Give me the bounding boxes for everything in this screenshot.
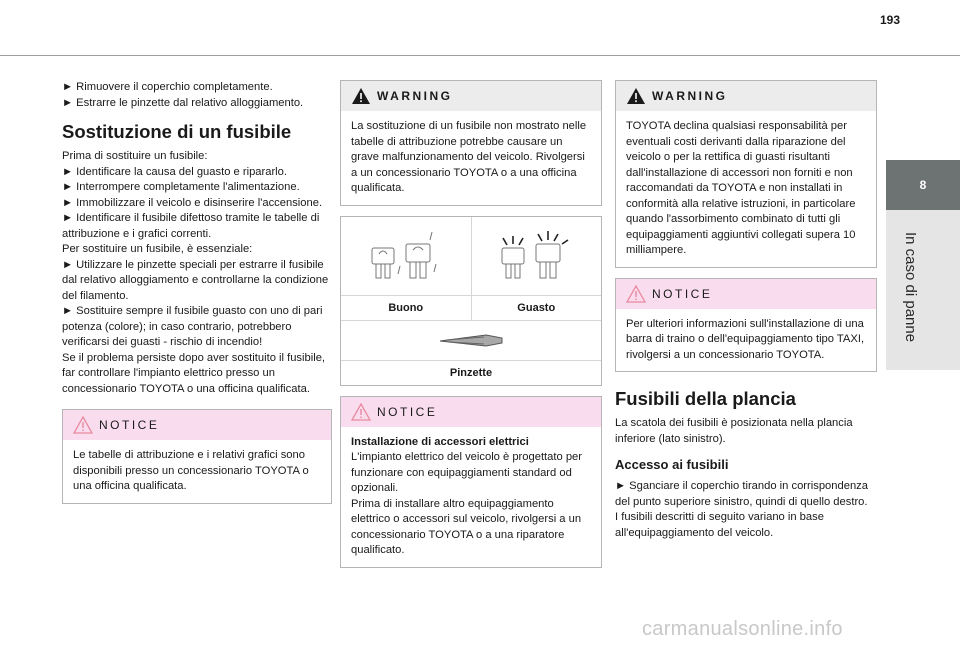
notice-text: L'impianto elettrico del veicolo è progettato per funzionare con equipaggiamenti standard od opzionali. Prima di installare altro equipaggiamento elettrico o accessori sul veicolo, rivolgersi a un concessionario TOYOTA o a una riparatore qualificato. — [351, 451, 582, 556]
warning-box-liability — [615, 80, 877, 268]
tweezers-illustration — [341, 321, 601, 361]
chapter-tab-number: 8 — [886, 160, 960, 210]
warning-triangle-icon — [351, 87, 371, 105]
intro-step: ► Estrarre le pinzette dal relativo alloggiamento. — [62, 96, 304, 109]
notice-triangle-icon — [73, 416, 93, 434]
notice-box-towbar — [615, 278, 877, 373]
good-fuse-illustration — [341, 217, 471, 295]
watermark: carmanualsonline.info — [642, 618, 843, 640]
body-line: ► Identificare il fusibile difettoso tramite le tabelle di attribuzione e i grafici correnti. — [62, 212, 320, 240]
notice-text: Le tabelle di attribuzione e i relativi grafici sono disponibili presso un concessionario TOYOTA o una officina qualificata. — [73, 449, 309, 492]
section-title-dashboard-fuses: Fusibili della plancia — [615, 388, 796, 409]
intro-step: ► Rimuovere il coperchio completamente. — [62, 81, 273, 93]
column-1 — [62, 80, 332, 514]
notice-box-accessories — [340, 396, 602, 568]
column-2 — [340, 80, 602, 578]
page-number: 193 — [880, 13, 901, 27]
warning-box-attribution — [340, 80, 602, 206]
body-line: ► Sostituire sempre il fusibile guasto con uno di pari potenza (colore); in caso contrario, potrebbero verificarsi dei guasti - rischio di incendio! — [62, 305, 323, 348]
column-3 — [615, 80, 877, 541]
notice-title: NOTICE — [377, 404, 438, 419]
intro-steps — [62, 80, 332, 111]
blown-fuse-label: Guasto — [471, 296, 602, 320]
notice-title: NOTICE — [99, 418, 160, 432]
good-fuse-label: Buono — [388, 301, 424, 314]
body-line: Per sostituire un fusibile, è essenziale: — [62, 243, 253, 255]
header-divider — [0, 55, 960, 56]
notice-body — [341, 427, 601, 567]
body-line: Se il problema persiste dopo aver sostituito il fusibile, far controllare l'impianto elettrico presso un concessionario TOYOTA o una officina qualificata. — [62, 351, 326, 395]
good-fuse-icon — [366, 226, 446, 286]
fuse-images — [341, 217, 601, 296]
chapter-tab — [886, 210, 960, 370]
notice-header — [63, 410, 331, 440]
body-line: ► Identificare la causa del guasto e ripararlo. — [62, 165, 288, 178]
warning-text: TOYOTA declina qualsiasi responsabilità per eventuali costi derivanti dalla riparazione del veicolo o per la rettifica di guasti risultanti dall'installazione di accessori non forniti e non raccomandati da TOYOTA e non installati in conformità alla relative istruzioni, in particolare quando l'assorbimento combinato di tutti gli equipaggiamenti aggiuntivi collegati supera 10 milliampere. — [626, 120, 856, 256]
notice-heading: Installazione di accessori elettrici — [351, 435, 529, 448]
subsection-title-fuse-access: Accesso ai fusibili — [615, 457, 729, 472]
warning-triangle-icon — [626, 87, 646, 105]
fuse-figure — [340, 216, 602, 386]
body-line: ► Sganciare il coperchio tirando in corrispondenza del punto superiore sinistro, quindi di quello destro. — [615, 480, 868, 508]
warning-title: WARNING — [377, 89, 453, 103]
warning-header — [616, 81, 876, 111]
notice-triangle-icon — [626, 285, 646, 303]
notice-text: Per ulteriori informazioni sull'installazione di una barra di traino o dell'equipaggiamento tipo TAXI, rivolgersi a un concessionario TOYOTA. — [626, 317, 865, 361]
fuse-labels — [341, 296, 601, 321]
dashboard-fuses-intro: La scatola dei fusibili è posizionata nella plancia inferiore (lato sinistro). — [615, 417, 853, 445]
body-line: ► Utilizzare le pinzette speciali per estrarre il fusibile dal relativo alloggiamento e controllarne la condizione del filamento. — [62, 258, 329, 302]
tweezers-icon — [436, 329, 506, 351]
notice-triangle-icon — [351, 403, 371, 421]
body-line: Prima di sostituire un fusibile: — [62, 150, 208, 162]
fuse-access-steps — [615, 479, 877, 541]
body-line: ► Immobilizzare il veicolo e disinserire l'accensione. — [62, 196, 323, 209]
fuse-replacement-steps — [62, 149, 332, 397]
tweezers-label: Pinzette — [449, 366, 493, 379]
notice-header — [341, 397, 601, 427]
body-line: I fusibili descritti di seguito variano in base all'equipaggiamento del veicolo. — [615, 511, 824, 539]
notice-header — [616, 279, 876, 309]
section-title-fuse-replacement: Sostituzione di un fusibile — [62, 121, 292, 142]
warning-text: La sostituzione di un fusibile non mostrato nelle tabelle di attribuzione potrebbe causare un grave malfunzionamento del veicolo. Rivolgersi a un concessionario TOYOTA o a una officina qualificata. — [351, 120, 587, 194]
notice-box-tables — [62, 409, 332, 504]
notice-title: NOTICE — [652, 286, 713, 301]
chapter-tab-label: In caso di panne — [902, 232, 919, 343]
blown-fuse-illustration — [471, 217, 602, 295]
warning-title: WARNING — [652, 89, 728, 103]
body-line: ► Interrompere completamente l'alimentazione. — [62, 181, 300, 193]
warning-header — [341, 81, 601, 111]
blown-fuse-icon — [496, 226, 576, 286]
